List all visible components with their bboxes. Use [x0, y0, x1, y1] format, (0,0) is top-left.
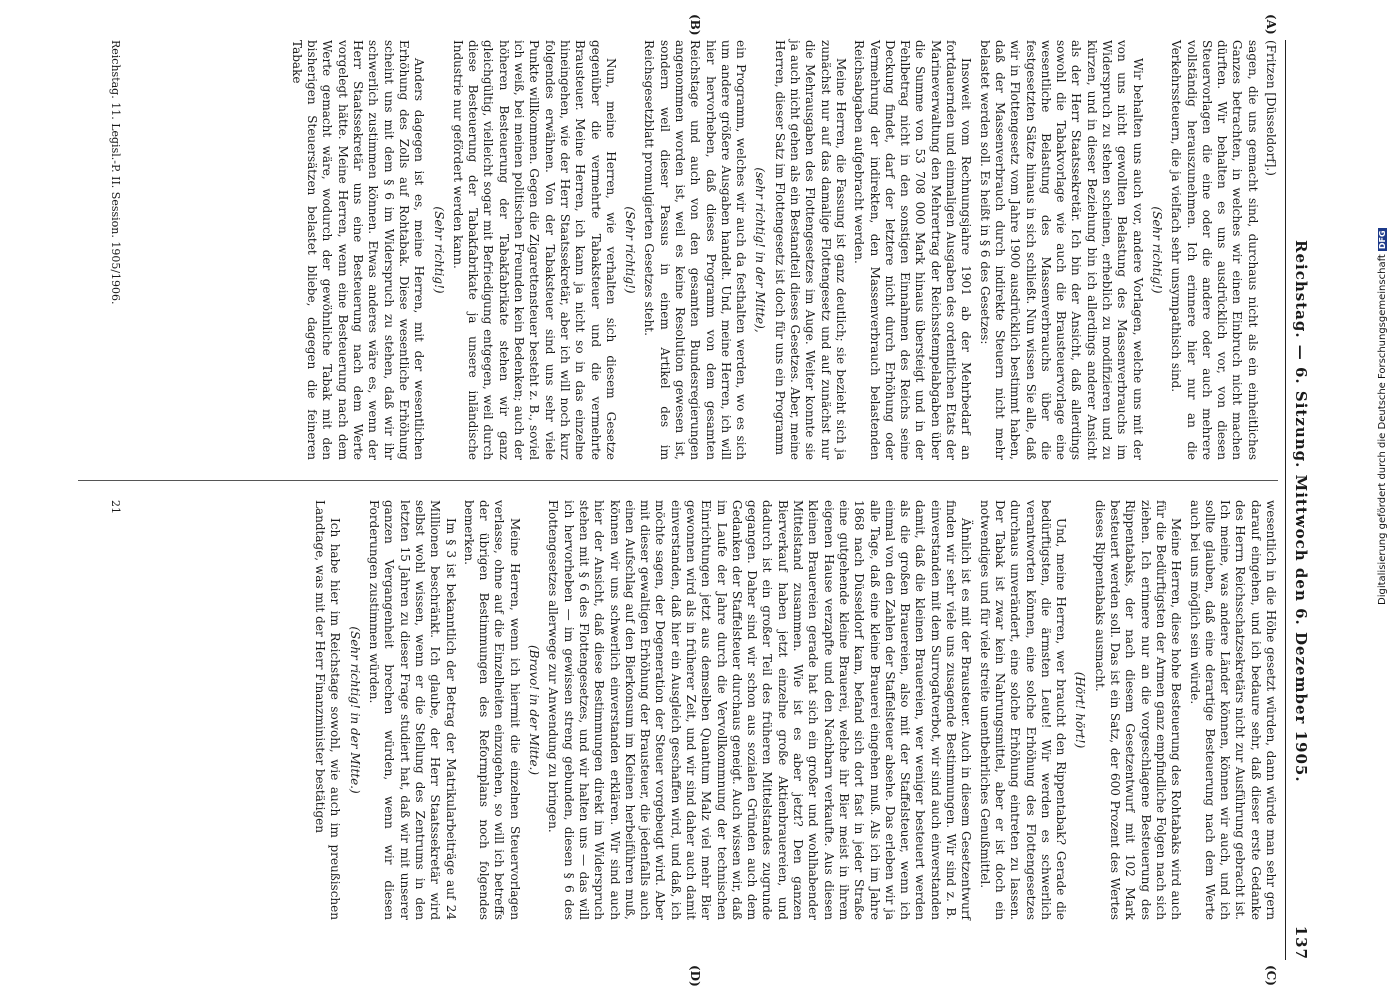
paragraph: ein Programm, welches wir auch da festhalten werden, wo es sich um andere größere Ausgaben handelt. Und, meine Herren, ich will hier hervorheben, daß dieses Programm von dem gesamten Reichstage und auch von den gesamten Bundesregierungen angenommen worden ist, weil es keine Resolution gewesen ist, sondern weil dieser Passus in einem Artikel des im Reichsgesetzblatt promulgierten Gesetzes steht.: [642, 40, 749, 460]
paragraph: Nun, meine Herren, wie verhalten sich diesem Gesetze gegenüber die vermehrte Tabaksteuer und die vermehrte Brausteuer. Meine Herren, ich kann ja nicht so in das einzelne hineingehen, wie der Herr Staatssekretär, aber ich will noch kurz folgendes erwähnen. Von der Tabaksteuer sind uns sehr viele Punkte willkommen. Gegen die Zigarettensteuer besteht z. B., soviel ich weiß, bei meinen politischen Freunden kein Bedenken; auch der höheren Besteuerung der Tabakfabrikate stehen wir ganz gleichgültig, vielleicht sogar mit Befriedigung entgegen, weil durch diese Besteuerung der Tabakfabrikate ja unsere inländische Industrie nur gefördert werden kann.: [450, 40, 618, 460]
footer-signature: 21: [109, 500, 122, 514]
interjection: (Sehr richtig! in der Mitte.): [347, 626, 362, 794]
margin-mark-c: (C): [1264, 965, 1278, 986]
paragraph: Ich habe hier im Reichstage sowohl, wie auch im preußischen Landtage, was mit der Herr Finanzminister bestätigen: [313, 500, 343, 920]
dfg-logo: DFG: [1378, 230, 1387, 250]
paragraph: Anders dagegen ist es, meine Herren, mit der wesentlichen Erhöhung des Zolls auf Rohtabak. Diese wesentliche Erhöhung scheint uns mit dem § 6 im Widerspruch zu stehen, daß wir ihr schwerlich zustimmen können. Etwas anderes wäre es, wenn der Herr Staatssekretär uns eine Besteuerung nach dem Werte vorgelegt hätte. Meine Herren, wenn eine Besteuerung nach dem Werte gemacht wäre, wodurch der gewöhnliche Tabak mit den bisherigen Steuersätzen belastet bliebe, dagegen die feineren Tabake: [289, 40, 427, 460]
interjection: (Sehr richtig!): [431, 206, 446, 294]
footer-session: Reichstag. 11. Legisl.-P. II. Session. 1905/1906.: [109, 40, 122, 305]
interjection: (Sehr richtig!): [1149, 206, 1164, 294]
paragraph: Meine Herren, die Fassung ist ganz deutlich; sie bezieht sich ja zunächst nur auf das damalige Flottengesetz und auf zunächst nur die Mehrausgaben des Flottengesetzes im Auge. Weiter konnte sie ja auch nicht gehen als ein Bestandteil dieses Gesetzes. Aber, meine Herren, dieser Satz im Flottengesetz ist doch für uns ein Programm: [772, 40, 848, 460]
page-number: 137: [1292, 925, 1310, 960]
interjection: (Hört! hört!): [1073, 671, 1088, 749]
paragraph: sagen, die uns gemacht sind, durchaus nicht als ein einheitliches Ganzes betrachten, in welches wir einen Einbruch nicht machen dürften. Wir behalten es uns ausdrücklich vor, von diesen Steuervorlagen die eine oder die andere oder auch mehrere vollständig herauszunehmen. Ich erinnere hier nur an die Verkehrssteuern, die ja vielfach sehr unsympathisch sind.: [1169, 40, 1260, 460]
interjection: (Sehr richtig!): [623, 206, 638, 294]
digitization-credit: [1377, 228, 1388, 605]
page-header: [1285, 40, 1312, 960]
paragraph: Insoweit vom Rechnungsjahre 1901 ab der Mehrbedarf an fortdauernden und einmaligen Ausgaben des ordentlichen Etats der Marineverwaltung den Mehrertrag der Reichsstempelabgaben über die Summe von 53 708 000 Mark hinaus übersteigt und in der Fehlbetrag nicht in den sonstigen Einnahmen des Reichs seine Deckung findet, darf der letztere nicht durch Erhöhung oder Vermehrung der indirekten, den Massenverbrauch belastenden Reichsabgaben aufgebracht werden.: [852, 40, 974, 460]
margin-mark-a: (A): [1264, 14, 1278, 35]
paragraph: Meine Herren, diese hohe Besteuerung des Rohtabaks wird auch für die Bedürftigsten der Armen ganz empfindliche Folgen nach sich ziehen. Ich erinnere nur an die vorgeschlagene Besteuerung des Rippentabaks, der nach diesem Gesetzentwurf mit 102 Mark besteuert werden soll. Das ist ein Satz, der 600 Prozent des Wertes dieses Rippentabaks ausmacht.: [1092, 500, 1184, 920]
margin-mark-d: (D): [688, 965, 702, 987]
paragraph: Im § 3 ist bekanntlich der Betrag der Matrikularbeiträge auf 24 Millionen beschränkt. Ich glaube, der Herr Staatssekretär wird selbst wohl wissen, wenn er die Stellung des Zentrums in den letzten 15 Jahren zu dieser Frage studiert hat, daß wir mit unserer ganzen Vergangenheit brechen würden, wenn wir diesen Forderungen zustimmen würden.: [367, 500, 458, 920]
paragraph: Und, meine Herren, wer braucht den Rippentabak? Gerade die bedürftigsten, die ärmsten Leute! Wir werden es schwerlich verantworten können, eine solche Erhöhung des Flottengesetzes durchaus unverändert, eine solche Erhöhung eintreten zu lassen. Der Tabak ist zwar kein Nahrungsmittel, aber er ist doch ein notwendiges und für viele streite unentbehrliches Genußmittel.: [977, 500, 1069, 920]
paragraph: Ähnlich ist es mit der Brausteuer. Auch in diesem Gesetzentwurf finden wir sehr viele uns zusagende Bestimmungen. Wir sind z. B. einverstanden mit dem Surrogatverbot, wir sind auch einverstanden damit, daß die kleinen Brauereien, wer weniger besteuert werden als die großen Brauereien, also mit der Staffelsteuer, wenn ich einmal von den Zahlen der Staffelsteuer absehe. Das erleben wir ja alle Tage, daß eine kleine Brauerei eingehen muß. Als ich im Jahre 1868 nach Düsseldorf kam, befand sich dort fast in jeder Straße eine gutgehende kleine Brauerei, welche ihr Bier meist in ihrem eigenen Hause verzapfte und den Nachbarn verkaufte. Aus diesen kleinen Brauereien gerade hat sich ein großer und wohlhabender Mittelstand zusammen. Wie ist es aber jetzt? Den ganzen Bierverkauf haben jetzt einzelne große Aktienbrauereien, und dadurch ist ein großer Teil des früheren Mittelstandes zugrunde gegangen. Daher sind wir schon aus sozialen Gründen auch dem Gedanken der Staffelsteuer durchaus geneigt. Auch wissen wir, daß im Laufe der Jahre durch die Vervollkommnung der technischen Einrichtungen jetzt aus demselben Quantum Malz viel mehr Bier gewonnen wird als in früherer Zeit, und wir sind daher auch damit einverstanden, daß hier ein Ausgleich geschaffen wird, und daß, ich möchte sagen, der Degeneration der Steuer vorgebeugt wird. Aber mit dieser gewaltigen Erhöhung der Brausteuer, die jedenfalls auch einen Aufschlag auf den Bierkonsum im Kleinen herbeiführen muß, können wir uns schwerlich einverstanden erklären. Wir sind auch hier der Ansicht, daß diese Bestimmungen direkt im Widerspruch stehen mit § 6 des Flottengesetzes, und wir halten uns — das will ich hervorheben — im gewissen streng gebunden, diesen § 6 des Flottengesetzes allerwege zur Anwendung zu bringen.: [546, 500, 974, 920]
paragraph: (Fritzen [Düsseldorf].): [1264, 40, 1278, 176]
paragraph: Wir behalten uns auch vor, andere Vorlagen, welche uns mit der von uns nicht gewollten Belastung des Massenverbrauchs im Widerspruch zu stehen scheinen, erheblich zu modifizieren und zu kürzen, und in dieser Beziehung bin ich allerdings anderer Ansicht als der Herr Staatssekretär. Ich bin der Ansicht, daß allerdings sowohl die Tabakvorlage wie auch die Brausteuervorlage eine wesentliche Belastung des Massenverbrauchs über die festgesetzten Sätze hinaus in sich schließt. Nun wissen Sie alle, daß wir in Flottengesetz vom Jahre 1900 ausdrücklich bestimmt haben, daß der Massenverbrauch durch indirekte Steuern nicht mehr belastet werden soll. Es heißt in § 6 des Gesetzes:: [977, 40, 1145, 460]
interjection: (sehr richtig! in der Mitte),: [753, 167, 768, 333]
header-title: Reichstag. — 6. Sitzung. Mittwoch den 6. Dezember 1905.: [1292, 240, 1310, 783]
rotated-content: [62, 14, 1312, 987]
margin-mark-b: (B): [688, 14, 702, 36]
paragraph: Meine Herren, wenn ich hiermit die einzelnen Steuervorlagen verlasse, ohne auf die Einzelheiten einzugehen, so will ich betreffs der übrigen Bestimmungen des Reformplans noch folgendes bemerken.: [461, 500, 522, 920]
credit-text: Digitalisierung gefördert durch die Deutsche Forschungsgemeinschaft: [1377, 254, 1388, 605]
interjection: (Bravo! in der Mitte.): [527, 644, 542, 776]
column-divider: [78, 480, 1278, 481]
left-column: [78, 40, 1278, 460]
paragraph: wesentlich in die Höhe gesetzt würden, dann würde man sehr gern darauf eingehen, und ich bedaure sehr, daß dieser erste Gedanke des Herrn Reichsschatzsekretärs nicht zur Ausführung gebracht ist. Ich meine, was andere Länder können, können wir auch, und ich sollte glauben, daß eine derartige Besteuerung nach dem Werte auch bei uns möglich sein würde.: [1187, 500, 1278, 920]
right-column: [78, 500, 1278, 920]
